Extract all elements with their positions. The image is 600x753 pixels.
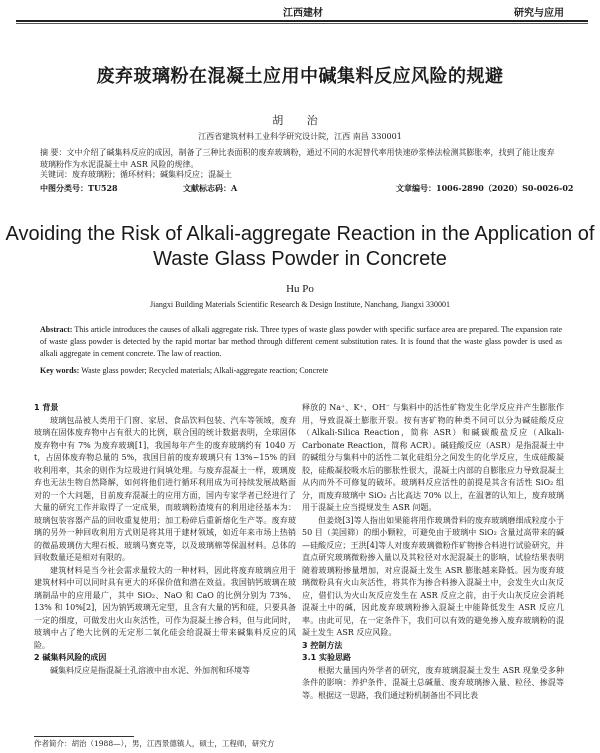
- running-header-section: 研究与应用: [514, 8, 564, 19]
- affiliation-english: Jiangxi Building Materials Scientific Research & Design Institute, Nanchang, Jiangxi 330001: [150, 300, 450, 309]
- paragraph: 玻璃包品被人类用于门窗、家居、食品饮料包装、汽车等领域，废弃玻璃在固体废弃物中占有很大的比例，联合国的统计数据表明，全球固体废弃物中有 7% 为废弃玻璃[1]，我国每年产生的废弃玻璃约有 1040 万 t，占固体废弃物总量的 5%，我国目前的废弃玻璃只有 13%~15% 的回收利用率，其余的则作为垃圾进行间填处理。与废弃混凝土一样，玻璃废弃也无法生物自然降解，如何将他们进行循环利用成为可持续发展战略面对的一个大问题，目前废弃混凝土的应用方面，国内专家学者已经进行了大量的研究工作并取得了一定成果，而玻璃粉渣境有的利用途径基本为：玻璃包装容器产品的回收重复使用；加工粉碎后重新熔化生产等。废弃玻璃的另外一种回收利用方式则是将其用于建材领域，如近年来市场上热销的微晶玻璃仿大理石板、玻璃马赛克等，以及玻璃棉等保温材料。总体的回收数量还是相对有限的。: [34, 415, 296, 562]
- paragraph: 但姜烧[3]等人指出如果能将用作玻璃骨料的废弃玻璃磨细成粒度小于 50 目（美国筛）的细小颗粒，可避免由于玻璃中 SiO₂ 含量过高带来的碱—硅酸反应；王洪[4]等人对废弃玻璃微粉作矿物掺合料进行试验研究，并直点研究玻璃微粉掺入量以及其粒径对水泥混凝土的影响，试验结果表明随着玻璃粉掺量增加，对应混凝土发生 ASR 膨胀越来降低。因为废弃玻璃微粉具有火山灰活性，将其作为掺合料掺入混凝土中，会发生火山灰反应，借们认为火山灰反应发生在 ASR 反应之前，由于火山灰反应会消耗混凝土中的碱，因此废弃玻璃粉掺入混凝土中能降低发生 ASR 反应几率。由此可见，在一定条件下，我们可以有效的避免掺入废弃玻璃粉的混凝土发生 ASR 反应风险。: [302, 515, 564, 637]
- keywords-label: Key words:: [40, 366, 80, 375]
- keywords-chinese: 关键词：废弃玻璃粉；循环材料；碱集料反应；混凝土: [40, 170, 232, 179]
- article-number: 文章编号：1006-2890（2020）S0-0026-02: [396, 183, 574, 193]
- abstract-english-text: This article introduces the causes of alkali aggregate risk. Three types of waste glass powder with specific surface area are prepared. The expansion rate of waste glass powder is detected by the rapid mortar bar method through different cement substitution rates. It is found that the waste glass powder is used as alkali aggregate in cement concrete. The law of reaction.: [40, 325, 562, 358]
- header-rule-thin: [16, 23, 588, 24]
- section-heading-cause: 2 碱集料风险的成因: [34, 653, 107, 662]
- abstract-label: Abstract:: [40, 325, 73, 334]
- section-heading-background: 1 背景: [34, 403, 59, 412]
- paragraph: 释放的 Na⁺、K⁺、OH⁻ 与集料中的活性矿物发生化学反应并产生膨胀作用，导致混凝土膨胀开裂。按有害矿物的种类不同可以分为碱硅酸反应（Alkali-Silica Reaction，简称 ASR）和碱碳酸盐反应（Alkali-Carbonate Reaction，简称 ACR）。碱硅酸反应（ASR）是指混凝土中的碱组分与集料中的活性二氧化硅组分之间发生的化学反应，生成硅酸凝胶，硅酸凝胶吸水后的膨胀性很大，混凝土内部的自膨胀应力导致混凝土从内而外不可修复的破坏。玻璃料反应活性的前提是其含有活性 SiO₂ 组分，而废弃玻璃中 SiO₂ 占比高达 70% 以上，在温著的认知上，废弃玻璃用于混凝土应当提规发生 ASR 问题。: [302, 403, 564, 512]
- keywords-english-text: Waste glass powder; Recycled materials; Alkali-aggregate reaction; Concrete: [81, 366, 329, 375]
- body-column-right: [302, 402, 564, 702]
- paragraph: 碱集料反应是指混凝土孔溶液中由水泥、外加剂和环境等: [50, 665, 250, 675]
- body-column-left: [34, 402, 296, 677]
- title-chinese: 废弃玻璃粉在混凝土应用中碱集料反应风险的规避: [96, 66, 504, 87]
- keywords-english: [40, 366, 328, 375]
- affiliation-chinese: 江西省建筑材料工业科学研究设计院，江西 南昌 330001: [198, 132, 402, 141]
- author-footnote: 作者简介：胡治（1988—），男，江西景德镇人，硕士，工程师，研究方: [34, 739, 275, 748]
- author-chinese: 胡 治: [272, 114, 328, 127]
- subsection-heading-approach: 3.1 实验思路: [302, 653, 351, 662]
- paragraph: 建筑材料是当今社会需求量较大的一种材料，因此将废弃玻璃应用于建筑材料中可以同时具有更大的环保价值和潜在效益。我国钠钙玻璃在玻璃制品中的应用最广，其中 SiO₂、NaO 和 CaO 的比例分别为 73%、13% 和 10%[2]，因为钠钙玻璃无定型，且含有大量的钙和硅，只要具备一定的细度，可做发出火山灰活性，可作为混凝土掺合料，但与此同时，玻璃中占了绝大比例的无定形二氧化硅会给混凝土带来碱集料反应的风险。: [34, 565, 296, 650]
- footnote-rule: [34, 736, 134, 737]
- author-english: Hu Po: [286, 283, 314, 295]
- running-header-journal: 江西建材: [283, 8, 323, 19]
- abstract-english: [40, 324, 562, 360]
- title-english: Avoiding the Risk of Alkali-aggregate Reaction in the Application of Waste Glass Powder in Concrete: [5, 223, 595, 270]
- document-code: 文献标志码：A: [183, 183, 238, 193]
- header-rule: [16, 20, 588, 22]
- section-heading-control: 3 控制方法: [302, 640, 343, 650]
- abstract-chinese: 摘 要：文中介绍了碱集料反应的成因，制备了三种比表面积的废弃玻璃粉，通过不同的水泥替代率用快速砂浆棒法检测其膨胀率，找到了能让废弃玻璃粉作为水泥混凝土中 ASR 风险的规律。: [40, 148, 555, 169]
- paragraph: 根据大量国内外学者的研究，废弃玻璃混凝土发生 ASR 现象受多种条件的影响：养护条件、混凝土总碱量、废弃玻璃掺入量、粒径、掺混等等。根据这一思路，我们通过粉机制备出不同比表: [302, 665, 564, 700]
- clc-number: 中图分类号：TU528: [40, 183, 118, 193]
